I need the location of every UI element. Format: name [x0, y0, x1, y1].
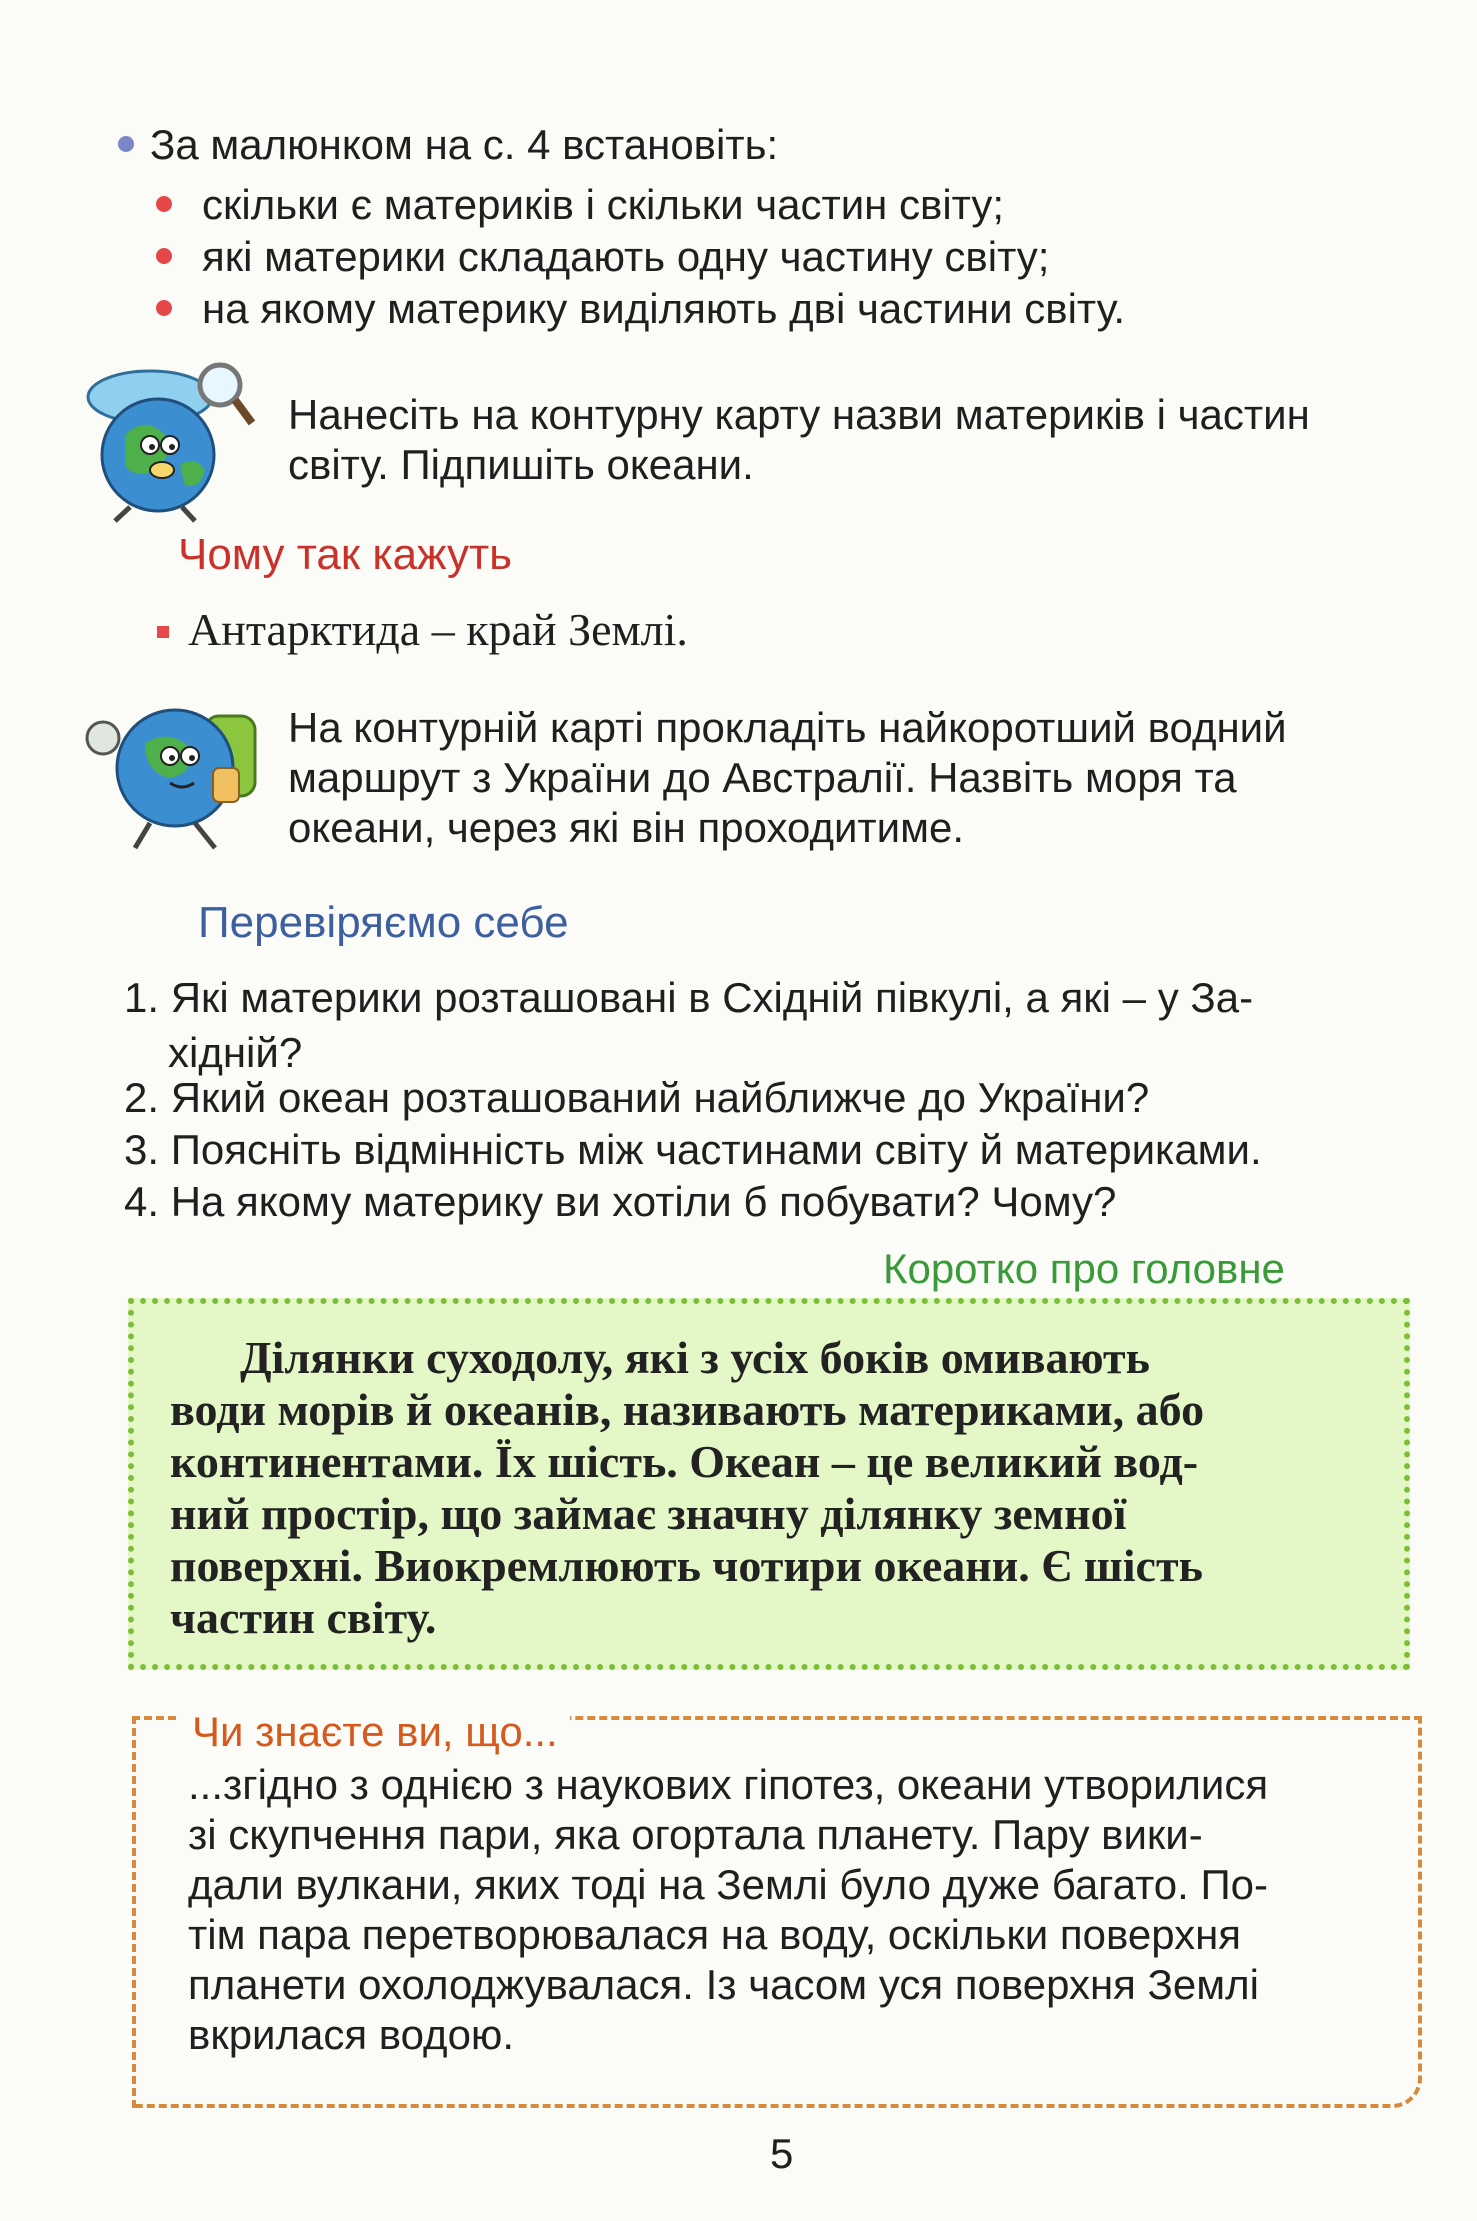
- check-title: Перевіряємо себе: [198, 898, 569, 947]
- globe-backpack-mascot-icon: [75, 698, 275, 858]
- task-3-line: На контурній карті прокладіть найкоротший водний: [288, 704, 1287, 751]
- globe-magnifier-mascot-icon: [70, 355, 260, 525]
- facts-line: зі скупчення пари, яка огортала планету. Пару вики-: [188, 1811, 1203, 1858]
- facts-line: планети охолоджувалася. Із часом уся поверхня Землі: [188, 1961, 1259, 2008]
- bullet-dot-icon: [156, 196, 172, 212]
- bullet-square-icon: [157, 626, 169, 638]
- task-3-line: маршрут з України до Австралії. Назвіть моря та: [288, 754, 1237, 801]
- task-1-item: на якому материку виділяють дві частини світу.: [202, 285, 1126, 332]
- sayings-title: Чому так кажуть: [178, 530, 513, 579]
- check-question: 3. Поясніть відмінність між частинами світу й материками.: [124, 1126, 1262, 1173]
- sayings-item: Антарктида – край Землі.: [188, 604, 688, 655]
- summary-line: ний простір, що займає значну ділянку земної: [170, 1488, 1127, 1539]
- facts-line: дали вулкани, яких тоді на Землі було дуже багато. По-: [188, 1861, 1269, 1908]
- check-question: 1. Які материки розташовані в Східній півкулі, а які – у За-: [124, 974, 1254, 1021]
- summary-line: Ділянки суходолу, які з усіх боків омивають: [240, 1332, 1150, 1383]
- facts-title: [180, 1708, 570, 1756]
- summary-line: частин світу.: [170, 1592, 437, 1643]
- page-number: 5: [770, 2130, 794, 2177]
- task-2-line: Нанесіть на контурну карту назви материків і частин: [288, 391, 1310, 438]
- summary-title: [873, 1245, 1295, 1293]
- bullet-dot-icon: [118, 136, 134, 152]
- check-question: 4. На якому материку ви хотіли б побувати? Чому?: [124, 1178, 1117, 1225]
- check-question: хідній?: [168, 1029, 303, 1076]
- bullet-dot-icon: [156, 300, 172, 316]
- summary-line: води морів й океанів, називають материками, або: [170, 1384, 1205, 1435]
- task-1-item: які материки складають одну частину світу;: [202, 233, 1050, 280]
- facts-line: ...згідно з однією з наукових гіпотез, океани утворилися: [188, 1761, 1269, 1808]
- facts-line: тім пара перетворювалася на воду, оскільки поверхня: [188, 1911, 1242, 1958]
- task-1-item: скільки є материків і скільки частин світу;: [202, 181, 1005, 228]
- summary-line: континентами. Їх шість. Океан – це великий вод-: [170, 1436, 1199, 1487]
- check-question: 2. Який океан розташований найближче до України?: [124, 1074, 1150, 1121]
- facts-line: вкрилася водою.: [188, 2011, 515, 2058]
- summary-title-text: Коротко про головне: [873, 1245, 1295, 1292]
- task-1-intro: За малюнком на с. 4 встановіть:: [150, 121, 779, 168]
- summary-line: поверхні. Виокремлюють чотири океани. Є шість: [170, 1540, 1203, 1591]
- task-3-line: океани, через які він проходитиме.: [288, 804, 965, 851]
- bullet-dot-icon: [156, 248, 172, 264]
- facts-title-text: Чи знаєте ви, що...: [180, 1708, 570, 1755]
- task-2-line: світу. Підпишіть океани.: [288, 441, 754, 488]
